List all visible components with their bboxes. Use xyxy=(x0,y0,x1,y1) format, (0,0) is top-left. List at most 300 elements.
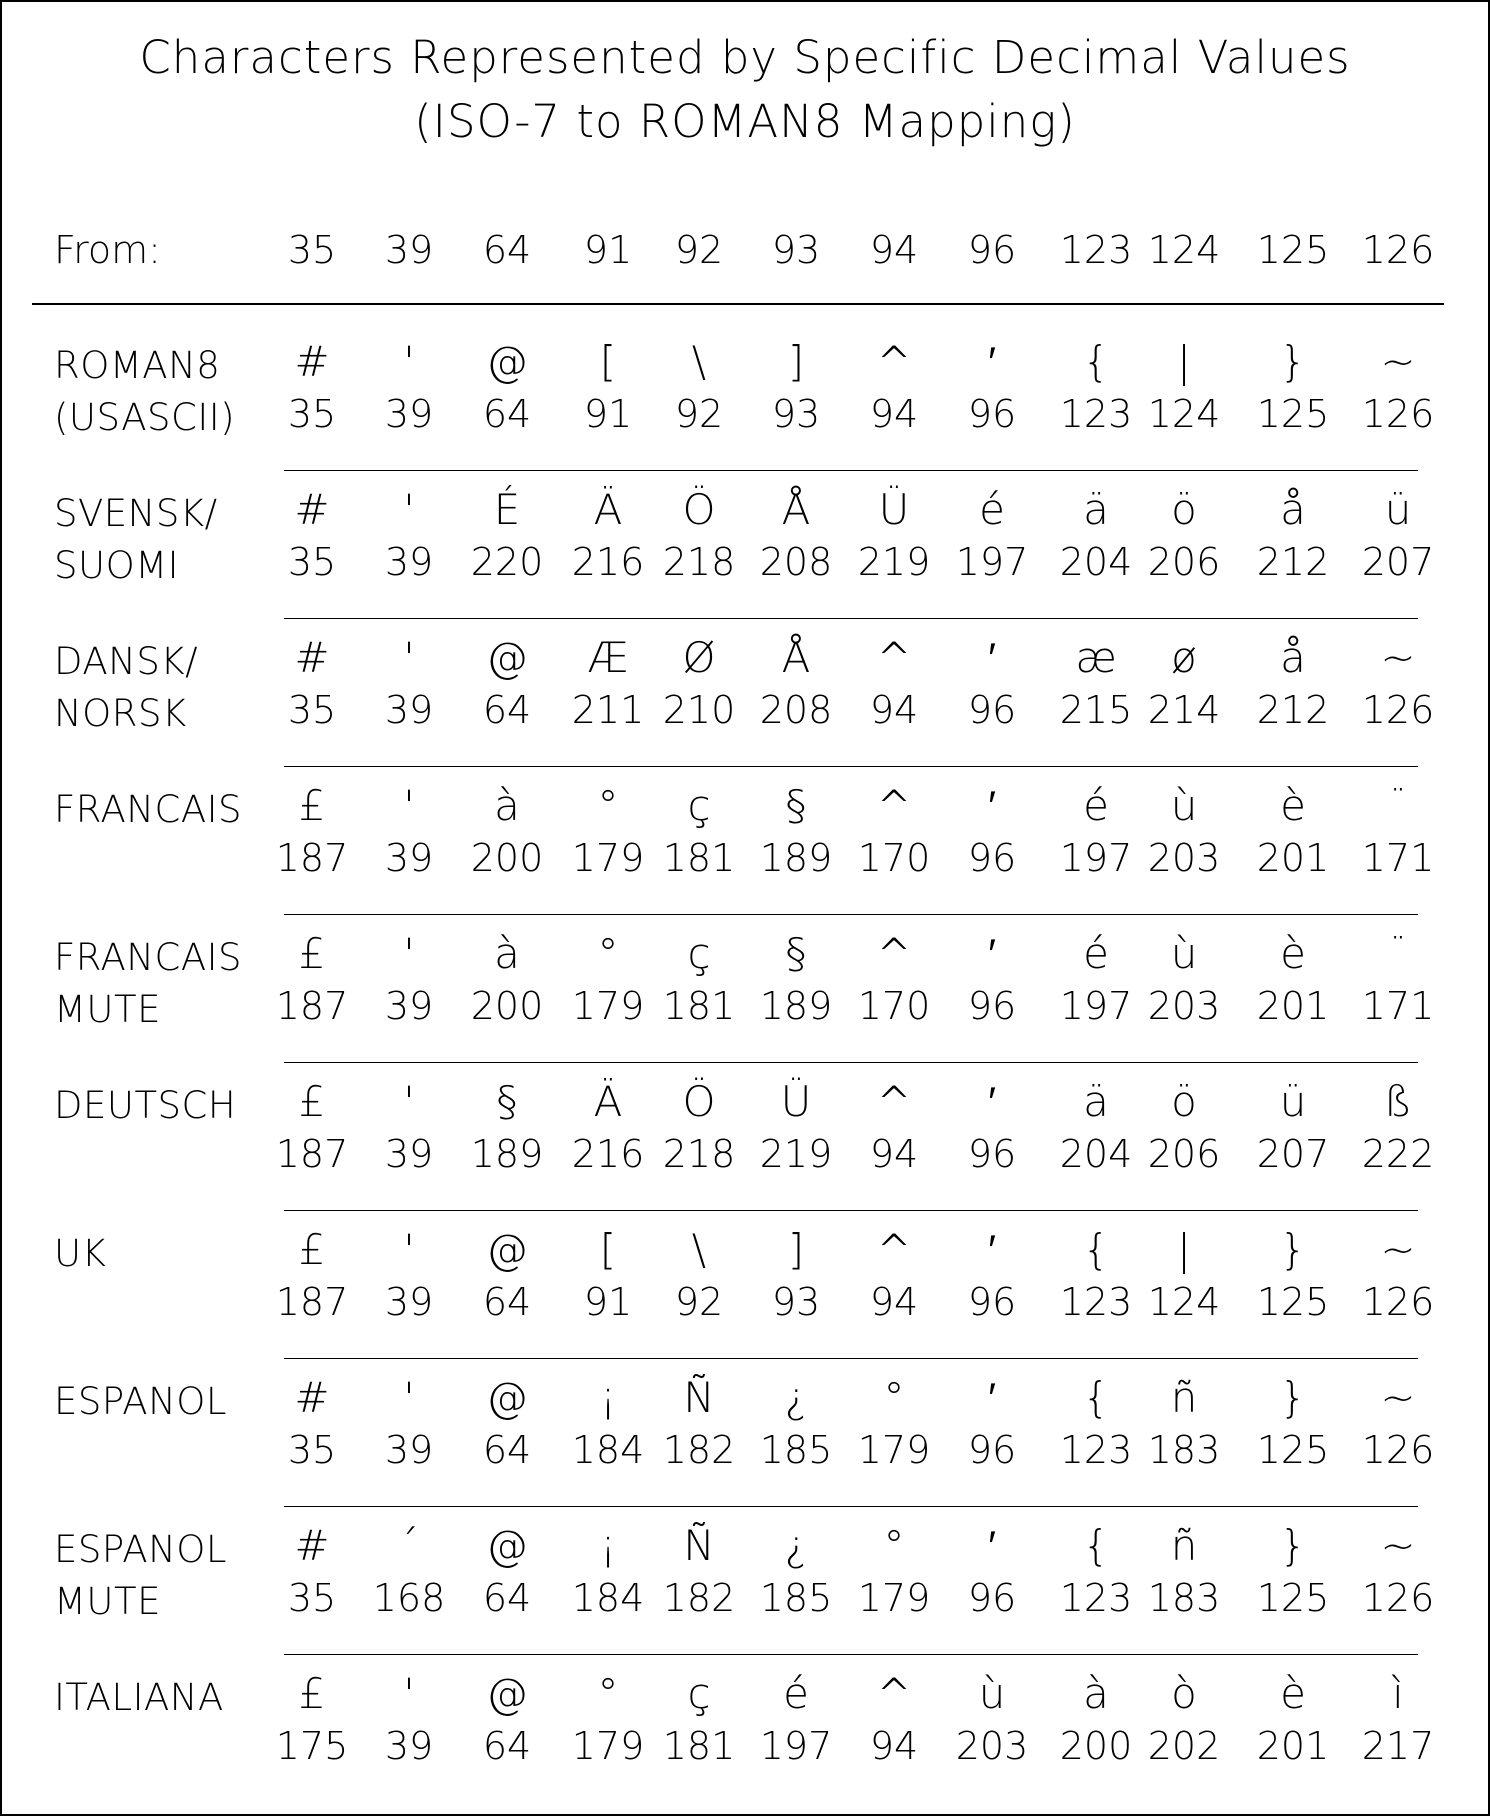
mapped-character: { xyxy=(1082,1373,1110,1422)
decimal-code: 94 xyxy=(869,688,919,732)
decimal-code: 189 xyxy=(759,836,833,880)
decimal-code: 175 xyxy=(275,1724,349,1768)
mapped-character: ] xyxy=(787,337,805,386)
decimal-code: 96 xyxy=(967,1576,1017,1620)
row-divider xyxy=(284,1654,1418,1655)
language-row xyxy=(2,916,1488,1064)
from-value: 35 xyxy=(287,228,337,272)
mapped-character: Æ xyxy=(587,633,629,682)
mapped-character: } xyxy=(1279,1373,1307,1422)
language-row xyxy=(2,472,1488,620)
decimal-code: 189 xyxy=(759,984,833,1028)
row-divider xyxy=(284,470,1418,471)
decimal-code: 94 xyxy=(869,392,919,436)
mapped-character: } xyxy=(1279,1521,1307,1570)
decimal-code: 171 xyxy=(1361,836,1435,880)
decimal-code: 206 xyxy=(1147,1132,1221,1176)
decimal-code: 204 xyxy=(1059,1132,1133,1176)
mapped-character: ' xyxy=(403,1077,415,1126)
mapped-character: ø xyxy=(1171,633,1197,682)
from-value: 123 xyxy=(1059,228,1133,272)
mapped-character: ~ xyxy=(1380,1373,1416,1422)
mapped-character: ´ xyxy=(398,1521,420,1570)
mapped-character: £ xyxy=(298,1225,326,1274)
mapped-character: ä xyxy=(1083,485,1109,534)
mapped-character: è xyxy=(1280,1669,1306,1718)
code-line xyxy=(2,1576,1488,1628)
language-name: SUOMI xyxy=(54,544,180,587)
decimal-code: 94 xyxy=(869,1132,919,1176)
decimal-code: 214 xyxy=(1147,688,1221,732)
mapped-character: £ xyxy=(298,1077,326,1126)
decimal-code: 64 xyxy=(482,1428,532,1472)
decimal-code: 184 xyxy=(571,1576,645,1620)
mapped-character: ^ xyxy=(876,929,912,978)
decimal-code: 220 xyxy=(470,540,544,584)
code-line xyxy=(2,1428,1488,1480)
decimal-code: 39 xyxy=(384,1280,434,1324)
decimal-code: 201 xyxy=(1256,1724,1330,1768)
decimal-code: 92 xyxy=(674,392,724,436)
mapped-character: Ñ xyxy=(683,1373,715,1422)
decimal-code: 215 xyxy=(1059,688,1133,732)
mapped-character: @ xyxy=(486,1669,528,1718)
mapped-character: ç xyxy=(687,929,711,978)
decimal-code: 187 xyxy=(275,984,349,1028)
decimal-code: 123 xyxy=(1059,392,1133,436)
decimal-code: 126 xyxy=(1361,1280,1435,1324)
mapped-character: ¨ xyxy=(1387,929,1409,978)
mapped-character: ñ xyxy=(1170,1373,1198,1422)
decimal-code: 96 xyxy=(967,1428,1017,1472)
mapped-character: ° xyxy=(883,1521,905,1570)
decimal-code: 200 xyxy=(470,836,544,880)
mapped-character: å xyxy=(1280,633,1306,682)
mapped-character: ' xyxy=(403,1669,415,1718)
code-line xyxy=(2,1724,1488,1776)
language-name: DEUTSCH xyxy=(54,1084,237,1127)
from-value: 93 xyxy=(771,228,821,272)
language-row xyxy=(2,620,1488,768)
from-value: 125 xyxy=(1256,228,1330,272)
mapped-character: Ä xyxy=(593,485,623,534)
mapped-character: ° xyxy=(883,1373,905,1422)
mapped-character: ö xyxy=(1171,485,1197,534)
language-name: UK xyxy=(54,1232,107,1275)
decimal-code: 187 xyxy=(275,1280,349,1324)
decimal-code: 126 xyxy=(1361,1576,1435,1620)
decimal-code: 207 xyxy=(1361,540,1435,584)
mapped-character: ′ xyxy=(988,337,996,386)
character-line xyxy=(2,1669,1488,1724)
from-label: From: xyxy=(54,228,161,272)
language-name: SVENSK/ xyxy=(54,492,218,535)
decimal-code: 197 xyxy=(1059,984,1133,1028)
mapped-character: [ xyxy=(599,337,617,386)
decimal-code: 64 xyxy=(482,688,532,732)
decimal-code: 35 xyxy=(287,392,337,436)
decimal-code: 216 xyxy=(571,540,645,584)
language-name: FRANCAIS xyxy=(54,788,243,831)
character-line xyxy=(2,781,1488,836)
from-value: 64 xyxy=(482,228,532,272)
mapped-character: ′ xyxy=(988,633,996,682)
from-value: 94 xyxy=(869,228,919,272)
decimal-code: 179 xyxy=(571,1724,645,1768)
decimal-code: 125 xyxy=(1256,1280,1330,1324)
mapped-character: ° xyxy=(597,781,619,830)
decimal-code: 96 xyxy=(967,1132,1017,1176)
language-row xyxy=(2,1212,1488,1360)
decimal-code: 123 xyxy=(1059,1280,1133,1324)
decimal-code: 182 xyxy=(662,1428,736,1472)
decimal-code: 64 xyxy=(482,1280,532,1324)
mapped-character: @ xyxy=(486,337,528,386)
mapped-character: ^ xyxy=(876,781,912,830)
decimal-code: 39 xyxy=(384,984,434,1028)
character-line xyxy=(2,1225,1488,1280)
mapped-character: ' xyxy=(403,781,415,830)
decimal-code: 208 xyxy=(759,540,833,584)
decimal-code: 218 xyxy=(662,1132,736,1176)
mapped-character: Ä xyxy=(593,1077,623,1126)
row-divider xyxy=(284,914,1418,915)
decimal-code: 39 xyxy=(384,392,434,436)
language-name: FRANCAIS xyxy=(54,936,243,979)
decimal-code: 35 xyxy=(287,1428,337,1472)
decimal-code: 126 xyxy=(1361,688,1435,732)
mapped-character: Å xyxy=(781,633,811,682)
language-name: ITALIANA xyxy=(54,1676,224,1719)
language-name: DANSK/ xyxy=(54,640,199,683)
from-value: 92 xyxy=(674,228,724,272)
decimal-code: 96 xyxy=(967,392,1017,436)
mapped-character: ¨ xyxy=(1387,781,1409,830)
row-divider xyxy=(284,1506,1418,1507)
language-name: ESPANOL xyxy=(54,1380,228,1423)
decimal-code: 39 xyxy=(384,688,434,732)
decimal-code: 211 xyxy=(571,688,645,732)
decimal-code: 125 xyxy=(1256,1428,1330,1472)
mapped-character: # xyxy=(294,633,330,682)
language-name: ROMAN8 xyxy=(54,344,221,387)
decimal-code: 35 xyxy=(287,1576,337,1620)
row-divider xyxy=(284,766,1418,767)
character-line xyxy=(2,1077,1488,1132)
decimal-code: 207 xyxy=(1256,1132,1330,1176)
decimal-code: 64 xyxy=(482,1576,532,1620)
decimal-code: 39 xyxy=(384,540,434,584)
mapped-character: ' xyxy=(403,929,415,978)
mapped-character: é xyxy=(783,1669,809,1718)
decimal-code: 94 xyxy=(869,1724,919,1768)
mapped-character: å xyxy=(1280,485,1306,534)
decimal-code: 35 xyxy=(287,688,337,732)
mapped-character: ^ xyxy=(876,1225,912,1274)
decimal-code: 204 xyxy=(1059,540,1133,584)
header-divider xyxy=(32,303,1444,305)
row-divider xyxy=(284,1210,1418,1211)
from-value: 39 xyxy=(384,228,434,272)
mapped-character: ¿ xyxy=(784,1521,808,1570)
mapped-character: ' xyxy=(403,1225,415,1274)
language-name: (USASCII) xyxy=(54,396,236,439)
decimal-code: 197 xyxy=(955,540,1029,584)
decimal-code: 189 xyxy=(470,1132,544,1176)
from-value: 96 xyxy=(967,228,1017,272)
language-row xyxy=(2,1064,1488,1212)
decimal-code: 179 xyxy=(857,1428,931,1472)
decimal-code: 125 xyxy=(1256,1576,1330,1620)
mapped-character: Ü xyxy=(780,1077,812,1126)
decimal-code: 94 xyxy=(869,1280,919,1324)
mapped-character: ° xyxy=(597,1669,619,1718)
decimal-code: 170 xyxy=(857,836,931,880)
mapped-character: Å xyxy=(781,485,811,534)
title-line-1: Characters Represented by Specific Decimal Values xyxy=(139,31,1351,84)
mapped-character: § xyxy=(785,929,807,978)
mapped-character: ^ xyxy=(876,337,912,386)
decimal-code: 91 xyxy=(583,1280,633,1324)
mapped-character: ß xyxy=(1383,1077,1413,1126)
mapped-character: ~ xyxy=(1380,633,1416,682)
mapped-character: ¡ xyxy=(599,1373,617,1422)
mapped-character: Ö xyxy=(682,485,716,534)
mapped-character: é xyxy=(1083,781,1109,830)
code-line xyxy=(2,984,1488,1036)
mapped-character: ′ xyxy=(988,1373,996,1422)
mapped-character: # xyxy=(294,337,330,386)
language-name: ESPANOL xyxy=(54,1528,228,1571)
character-line xyxy=(2,633,1488,688)
mapped-character: ' xyxy=(403,337,415,386)
mapped-character: ' xyxy=(403,1373,415,1422)
mapped-character: ä xyxy=(1083,1077,1109,1126)
mapped-character: è xyxy=(1280,929,1306,978)
mapped-character: £ xyxy=(298,929,326,978)
character-line xyxy=(2,929,1488,984)
decimal-code: 185 xyxy=(759,1428,833,1472)
mapped-character: } xyxy=(1279,337,1307,386)
mapped-character: Ñ xyxy=(683,1521,715,1570)
mapped-character: ç xyxy=(687,1669,711,1718)
mapped-character: Ö xyxy=(682,1077,716,1126)
decimal-code: 179 xyxy=(571,984,645,1028)
mapped-character: ¡ xyxy=(599,1521,617,1570)
mapped-character: | xyxy=(1176,337,1192,386)
mapped-character: @ xyxy=(486,1373,528,1422)
language-row xyxy=(2,1508,1488,1656)
decimal-code: 92 xyxy=(674,1280,724,1324)
code-line xyxy=(2,540,1488,592)
decimal-code: 181 xyxy=(662,1724,736,1768)
mapped-character: ù xyxy=(978,1669,1006,1718)
decimal-code: 222 xyxy=(1361,1132,1435,1176)
from-value: 124 xyxy=(1147,228,1221,272)
mapped-character: ' xyxy=(403,633,415,682)
decimal-code: 35 xyxy=(287,540,337,584)
decimal-code: 183 xyxy=(1147,1428,1221,1472)
mapped-character: è xyxy=(1280,781,1306,830)
mapped-character: ' xyxy=(403,485,415,534)
decimal-code: 208 xyxy=(759,688,833,732)
mapped-character: \ xyxy=(691,337,707,386)
decimal-code: 200 xyxy=(470,984,544,1028)
mapped-character: é xyxy=(979,485,1005,534)
mapped-character: à xyxy=(494,929,520,978)
mapped-character: ^ xyxy=(876,1077,912,1126)
decimal-code: 202 xyxy=(1147,1724,1221,1768)
character-line xyxy=(2,1521,1488,1576)
decimal-code: 218 xyxy=(662,540,736,584)
mapped-character: ì xyxy=(1392,1669,1404,1718)
mapped-character: @ xyxy=(486,1225,528,1274)
decimal-code: 39 xyxy=(384,1132,434,1176)
mapped-character: # xyxy=(294,1521,330,1570)
mapped-character: ′ xyxy=(988,929,996,978)
mapped-character: ñ xyxy=(1170,1521,1198,1570)
mapped-character: ù xyxy=(1170,781,1198,830)
decimal-code: 210 xyxy=(662,688,736,732)
decimal-code: 39 xyxy=(384,836,434,880)
mapped-character: ′ xyxy=(988,1225,996,1274)
decimal-code: 201 xyxy=(1256,836,1330,880)
decimal-code: 126 xyxy=(1361,1428,1435,1472)
mapped-character: ^ xyxy=(876,633,912,682)
decimal-code: 203 xyxy=(1147,836,1221,880)
mapped-character: ′ xyxy=(988,781,996,830)
mapped-character: ° xyxy=(597,929,619,978)
decimal-code: 206 xyxy=(1147,540,1221,584)
mapped-character: ^ xyxy=(876,1669,912,1718)
language-name: MUTE xyxy=(54,988,161,1031)
decimal-code: 203 xyxy=(955,1724,1029,1768)
decimal-code: 187 xyxy=(275,836,349,880)
decimal-code: 212 xyxy=(1256,540,1330,584)
decimal-code: 123 xyxy=(1059,1576,1133,1620)
mapped-character: \ xyxy=(691,1225,707,1274)
mapped-character: @ xyxy=(486,1521,528,1570)
language-name: NORSK xyxy=(54,692,187,735)
mapped-character: } xyxy=(1279,1225,1307,1274)
row-divider xyxy=(284,618,1418,619)
decimal-code: 126 xyxy=(1361,392,1435,436)
decimal-code: 96 xyxy=(967,688,1017,732)
decimal-code: 64 xyxy=(482,1724,532,1768)
code-line xyxy=(2,836,1488,888)
from-value: 91 xyxy=(583,228,633,272)
decimal-code: 179 xyxy=(571,836,645,880)
mapped-character: É xyxy=(493,485,521,534)
character-line xyxy=(2,337,1488,392)
code-line xyxy=(2,1132,1488,1184)
mapped-character: ~ xyxy=(1380,1225,1416,1274)
row-divider xyxy=(284,1062,1418,1063)
mapped-character: { xyxy=(1082,337,1110,386)
decimal-code: 217 xyxy=(1361,1724,1435,1768)
mapped-character: § xyxy=(496,1077,518,1126)
decimal-code: 185 xyxy=(759,1576,833,1620)
mapped-character: ü xyxy=(1279,1077,1307,1126)
decimal-code: 182 xyxy=(662,1576,736,1620)
decimal-code: 96 xyxy=(967,836,1017,880)
decimal-code: 216 xyxy=(571,1132,645,1176)
decimal-code: 64 xyxy=(482,392,532,436)
decimal-code: 124 xyxy=(1147,392,1221,436)
decimal-code: 212 xyxy=(1256,688,1330,732)
mapped-character: £ xyxy=(298,781,326,830)
decimal-code: 170 xyxy=(857,984,931,1028)
mapped-character: # xyxy=(294,1373,330,1422)
mapped-character: ò xyxy=(1171,1669,1197,1718)
mapped-character: ′ xyxy=(988,1521,996,1570)
row-divider xyxy=(284,1358,1418,1359)
decimal-code: 123 xyxy=(1059,1428,1133,1472)
mapped-character: ] xyxy=(787,1225,805,1274)
mapped-character: ü xyxy=(1384,485,1412,534)
language-name: MUTE xyxy=(54,1580,161,1623)
mapped-character: à xyxy=(1083,1669,1109,1718)
mapped-character: £ xyxy=(298,1669,326,1718)
decimal-code: 171 xyxy=(1361,984,1435,1028)
mapped-character: æ xyxy=(1075,633,1117,682)
mapped-character: @ xyxy=(486,633,528,682)
mapped-character: Ü xyxy=(878,485,910,534)
from-value: 126 xyxy=(1361,228,1435,272)
table-title xyxy=(2,26,1488,154)
language-row xyxy=(2,324,1488,472)
mapped-character: ù xyxy=(1170,929,1198,978)
mapped-character: ~ xyxy=(1380,1521,1416,1570)
code-line xyxy=(2,688,1488,740)
mapped-character: { xyxy=(1082,1521,1110,1570)
character-line xyxy=(2,1373,1488,1428)
decimal-code: 219 xyxy=(759,1132,833,1176)
decimal-code: 201 xyxy=(1256,984,1330,1028)
decimal-code: 187 xyxy=(275,1132,349,1176)
mapped-character: ′ xyxy=(988,1077,996,1126)
mapped-character: [ xyxy=(599,1225,617,1274)
title-line-2: (ISO-7 to ROMAN8 Mapping) xyxy=(414,95,1076,148)
decimal-code: 125 xyxy=(1256,392,1330,436)
mapped-character: ~ xyxy=(1380,337,1416,386)
language-row xyxy=(2,1656,1488,1804)
decimal-code: 168 xyxy=(372,1576,446,1620)
decimal-code: 181 xyxy=(662,984,736,1028)
code-line xyxy=(2,1280,1488,1332)
decimal-code: 181 xyxy=(662,836,736,880)
decimal-code: 197 xyxy=(759,1724,833,1768)
mapped-character: Ø xyxy=(682,633,716,682)
from-header-row xyxy=(2,220,1488,280)
mapped-character: ¿ xyxy=(784,1373,808,1422)
decimal-code: 183 xyxy=(1147,1576,1221,1620)
mapped-character: ö xyxy=(1171,1077,1197,1126)
decimal-code: 39 xyxy=(384,1724,434,1768)
decimal-code: 197 xyxy=(1059,836,1133,880)
character-line xyxy=(2,485,1488,540)
decimal-code: 184 xyxy=(571,1428,645,1472)
language-row xyxy=(2,1360,1488,1508)
decimal-code: 39 xyxy=(384,1428,434,1472)
decimal-code: 91 xyxy=(583,392,633,436)
mapped-character: | xyxy=(1176,1225,1192,1274)
language-row xyxy=(2,768,1488,916)
decimal-code: 93 xyxy=(771,1280,821,1324)
mapped-character: é xyxy=(1083,929,1109,978)
mapped-character: # xyxy=(294,485,330,534)
decimal-code: 96 xyxy=(967,984,1017,1028)
